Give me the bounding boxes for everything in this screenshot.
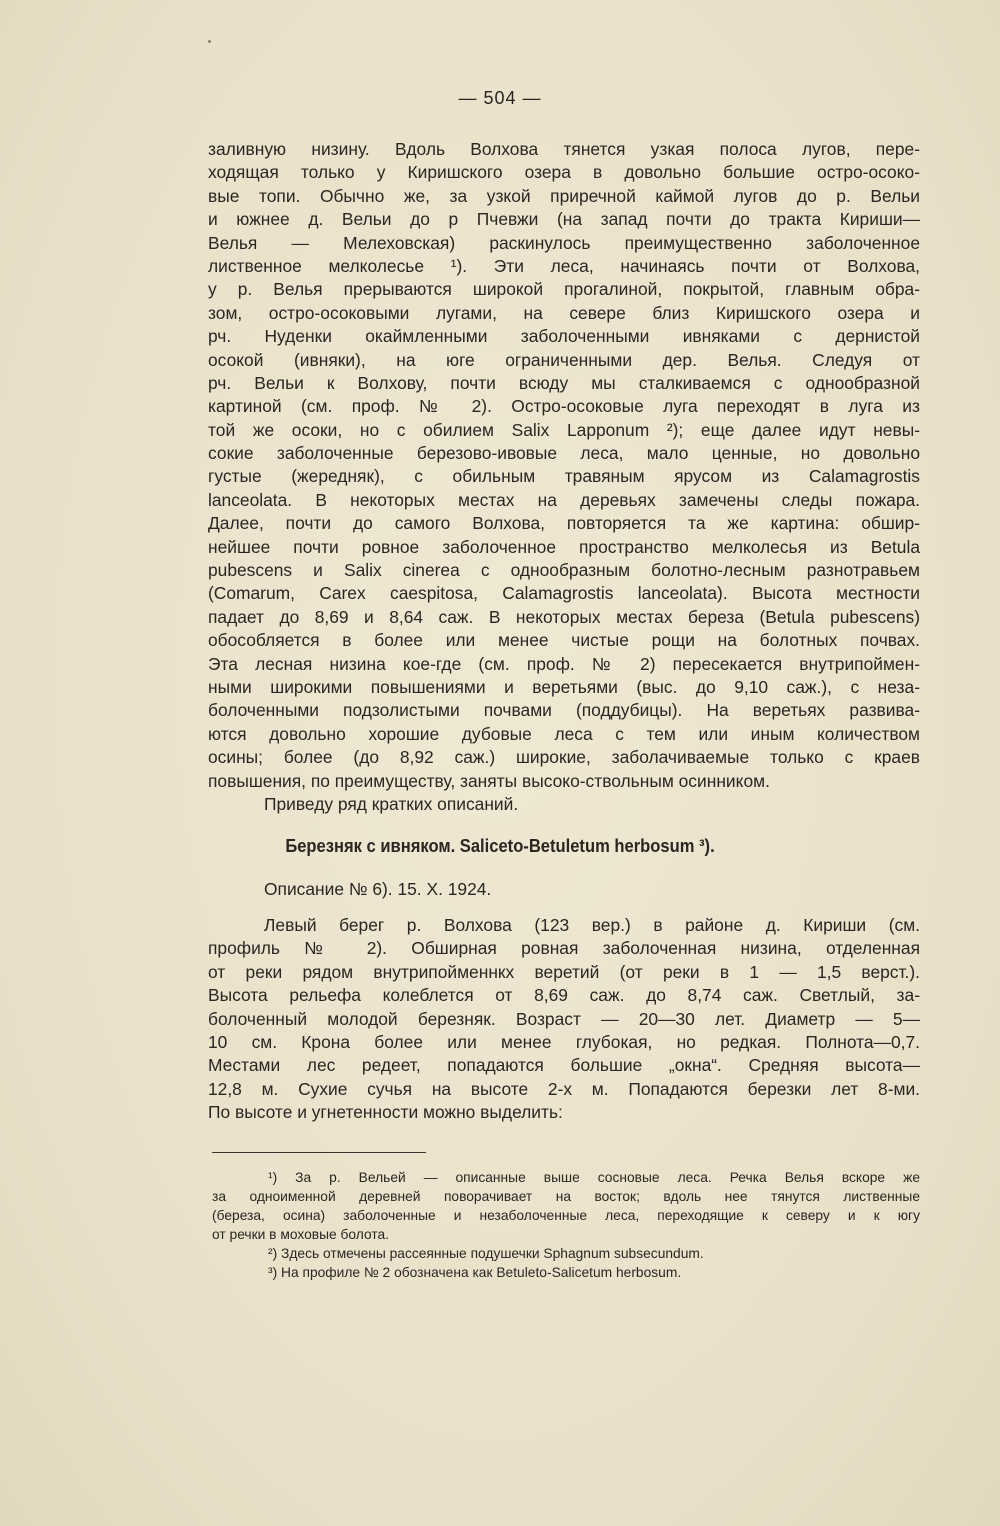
text-line: рч. Нуденки окаймленными заболоченными ивняками с дернистой <box>208 326 920 347</box>
text-line: сокие заболоченные березово-ивовые леса, мало ценные, но довольно <box>208 443 920 464</box>
text-line: вые топи. Обычно же, за узкой приречной каймой лугов до р. Вельи <box>208 185 920 206</box>
text-line: ходящая только у Киришского озера в довольно большие остро-осоко- <box>208 162 920 183</box>
main-paragraph <box>208 138 920 816</box>
text-line: заливную низину. Вдоль Волхова тянется узкая полоса лугов, пере- <box>208 139 920 159</box>
text-line: падает до 8,69 и 8,64 саж. В некоторых местах береза (Betula pubescens) <box>208 606 920 627</box>
page-number: — 504 — <box>458 88 542 108</box>
text-line: нейшее почти ровное заболоченное пространство мелколесья из Betula <box>208 536 920 557</box>
text-line: ными широкими повышениями и веретьями (выс. до 9,10 саж.), с неза- <box>208 676 920 697</box>
text-line: Эта лесная низина кое-где (см. проф. № 2) пересекается внутрипоймен- <box>208 653 920 674</box>
text-line: Левый берег р. Волхова (123 вер.) в районе д. Кириши (см. <box>264 915 920 935</box>
text-line: Далее, почти до самого Волхова, повторяется та же картина: обшир- <box>208 513 920 534</box>
text-line: у р. Велья прерываются широкой прогалиной, покрытой, главным обра- <box>208 279 920 300</box>
footnote-line: ¹) За р. Вельей — описанные выше сосновые леса. Речка Велья вскоре же <box>268 1170 920 1185</box>
text-line: осины; более (до 8,92 саж.) широкие, заболачиваемые только с краев <box>208 747 920 768</box>
footnote-line: за одноименной деревней поворачивает на восток; вдоль нее тянутся лиственные <box>212 1189 920 1204</box>
text-line: и южнее д. Вельи до р Пчевжи (на запад почти до тракта Кириши— <box>208 209 920 230</box>
footnote-line: ³) На профиле № 2 обозначена как Betuleto-Salicetum herbosum. <box>268 1265 682 1280</box>
text-line: рч. Вельи к Волхову, почти всюду мы сталкиваемся с однообразной <box>208 372 920 393</box>
section-heading: Березняк с ивняком. Saliceto-Betuletum herbosum ³). <box>285 836 715 856</box>
text-line: По высоте и угнетенности можно выделить: <box>208 1102 563 1123</box>
text-line: 10 см. Крона более или менее глубокая, но редкая. Полнота—0,7. <box>208 1031 920 1052</box>
text-line: картиной (см. проф. № 2). Остро-осоковые луга переходят в луга из <box>208 396 920 417</box>
text-line: Приведу ряд кратких описаний. <box>264 793 519 814</box>
description-line: Описание № 6). 15. X. 1924. <box>264 879 492 899</box>
text-line: той же осоки, но с обилием Salix Lapponum ²); еще далее идут невы- <box>208 419 920 440</box>
footnotes <box>212 1168 920 1282</box>
text-line: 12,8 м. Сухие сучья на высоте 2-х м. Попадаются березки лет 8-ми. <box>208 1078 920 1099</box>
footnote-line: ²) Здесь отмечены рассеянные подушечки Sphagnum subsecundum. <box>268 1246 704 1261</box>
text-line: (Comarum, Carex caespitosa, Calamagrostis lanceolata). Высота местности <box>208 583 920 604</box>
text-line: повышения, по преимуществу, заняты высоко-ствольным осинником. <box>208 770 770 791</box>
text-line: болоченными подзолистыми почвами (поддубицы). На веретьях развива- <box>208 700 920 721</box>
text-line: осокой (ивняки), на юге ограниченными дер. Велья. Следуя от <box>208 349 920 370</box>
text-line: ются довольно хорошие дубовые леса с тем или иным количеством <box>208 723 920 744</box>
text-line: густые (жередняк), с обильным травяным ярусом из Calamagrostis <box>208 466 920 487</box>
text-line: от реки рядом внутрипойменнкх веретий (от реки в 1 — 1,5 верст.). <box>208 961 920 982</box>
print-speck <box>208 40 211 43</box>
text-line: Местами лес редеет, попадаются большие „окна“. Средняя высота— <box>208 1055 920 1076</box>
text-line: зом, остро-осоковыми лугами, на севере близ Киришского озера и <box>208 302 920 323</box>
text-line: Высота рельефа колеблется от 8,69 саж. до 8,74 саж. Светлый, за- <box>208 985 920 1006</box>
text-line: лиственное мелколесье ¹). Эти леса, начинаясь почти от Волхова, <box>208 255 920 276</box>
text-line: lanceolata. В некоторых местах на деревьях замечены следы пожара. <box>208 489 920 510</box>
text-line: Велья — Мелеховская) раскинулось преимущественно заболоченное <box>208 232 920 253</box>
footnote-line: (береза, осина) заболоченные и незаболоченные леса, переходящие к северу и к югу <box>212 1208 920 1223</box>
footnote-line: от речки в моховые болота. <box>212 1227 390 1242</box>
text-line: обособляется в более или менее чистые рощи на болотных почвах. <box>208 630 920 651</box>
footnote-divider <box>212 1152 426 1153</box>
text-line: болоченный молодой березняк. Возраст — 20—30 лет. Диаметр — 5— <box>208 1008 920 1029</box>
text-line: профиль № 2). Обширная ровная заболоченная низина, отделенная <box>208 938 920 959</box>
description-paragraph <box>208 914 920 1125</box>
text-line: pubescens и Salix cinerea с однообразным болотно-лесным разнотравьем <box>208 560 920 581</box>
